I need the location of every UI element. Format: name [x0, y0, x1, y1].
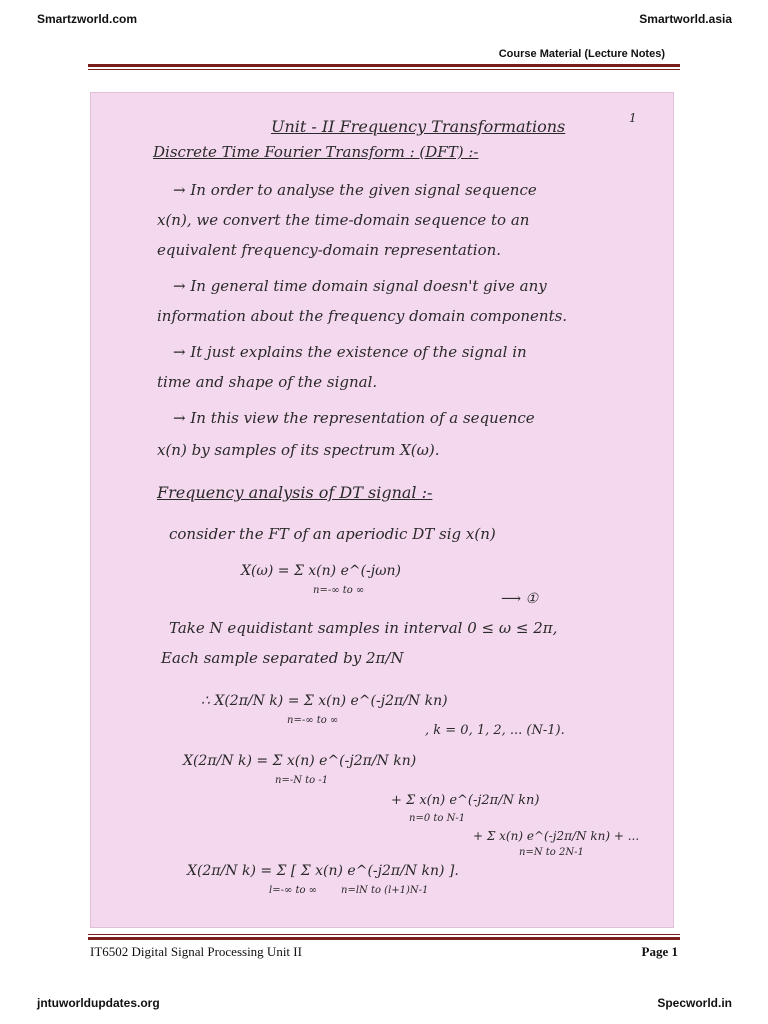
- bottom-site-right[interactable]: Specworld.in: [657, 996, 732, 1010]
- para3-line2: time and shape of the signal.: [157, 373, 378, 391]
- equation-3c-limits: n=N to 2N-1: [519, 847, 584, 858]
- frequency-analysis-heading: Frequency analysis of DT signal :-: [157, 483, 433, 502]
- bottom-site-left[interactable]: jntuworldupdates.org: [37, 996, 160, 1010]
- equation-2: ∴ X(2π/N k) = Σ x(n) e^(-j2π/N kn): [201, 693, 448, 709]
- unit-title: Unit - II Frequency Transformations: [271, 117, 566, 136]
- header-site-right[interactable]: Smartworld.asia: [639, 12, 732, 26]
- equation-1: X(ω) = Σ x(n) e^(-jωn): [241, 563, 402, 579]
- footer-course: IT6502 Digital Signal Processing Unit II: [90, 944, 302, 959]
- equation-1-tag: ⟶ ①: [501, 591, 539, 607]
- header-rule-thin: [88, 69, 680, 70]
- para2-line1: → In general time domain signal doesn't give any: [173, 277, 547, 295]
- para4-line1: → In this view the representation of a sequence: [173, 409, 535, 427]
- equation-3b-limits: n=0 to N-1: [409, 813, 466, 824]
- dtft-heading: Discrete Time Fourier Transform : (DFT) :-: [153, 143, 479, 161]
- equation-1-limits: n=-∞ to ∞: [313, 585, 365, 596]
- para1-line2: x(n), we convert the time-domain sequence to an: [157, 211, 530, 229]
- equation-2-k-range: , k = 0, 1, 2, ... (N-1).: [425, 723, 565, 738]
- handwritten-notes-page: [90, 92, 674, 928]
- equation-3a: X(2π/N k) = Σ x(n) e^(-j2π/N kn): [183, 753, 417, 769]
- take-n-line2: Each sample separated by 2π/N: [161, 649, 404, 667]
- page-marker: 1: [629, 111, 637, 125]
- para3-line1: → It just explains the existence of the signal in: [173, 343, 527, 361]
- header-site-left[interactable]: Smartzworld.com: [37, 12, 138, 26]
- equation-2-limits: n=-∞ to ∞: [287, 715, 339, 726]
- take-n-line1: Take N equidistant samples in interval 0 ≤ ω ≤ 2π,: [169, 619, 558, 637]
- para1-line1: → In order to analyse the given signal sequence: [173, 181, 537, 199]
- equation-3a-limits: n=-N to -1: [275, 775, 329, 786]
- footer-rule-thick: [88, 937, 680, 940]
- equation-4-inner-limits: n=lN to (l+1)N-1: [341, 885, 429, 896]
- para1-line3: equivalent frequency-domain representation.: [157, 241, 502, 259]
- footer-page-number: Page 1: [641, 944, 678, 959]
- para4-line2: x(n) by samples of its spectrum X(ω).: [157, 441, 440, 459]
- equation-3c: + Σ x(n) e^(-j2π/N kn) + ...: [473, 829, 640, 843]
- equation-3b: + Σ x(n) e^(-j2π/N kn): [391, 793, 540, 808]
- equation-4-outer-limits: l=-∞ to ∞: [269, 885, 318, 896]
- para2-line2: information about the frequency domain components.: [157, 307, 568, 325]
- course-label: Course Material (Lecture Notes): [498, 48, 665, 60]
- consider-line: consider the FT of an aperiodic DT sig x(n): [169, 525, 496, 543]
- equation-4: X(2π/N k) = Σ [ Σ x(n) e^(-j2π/N kn) ].: [187, 863, 459, 879]
- footer-rule-thin: [88, 934, 680, 935]
- header-rule-thick: [88, 64, 680, 67]
